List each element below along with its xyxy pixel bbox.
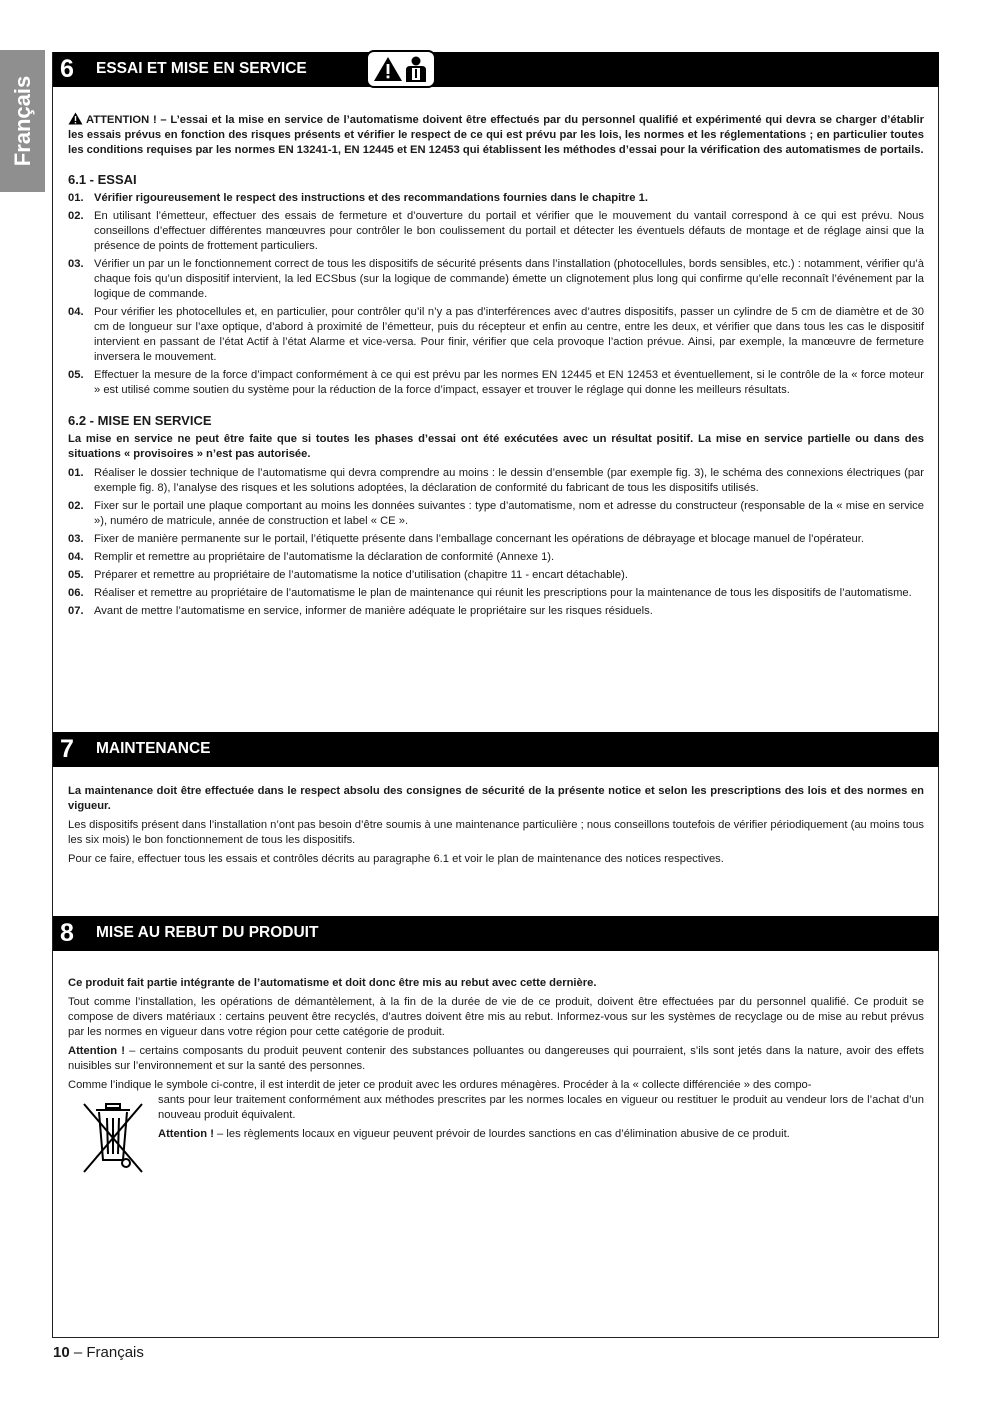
maintenance-intro: La maintenance doit être effectuée dans le respect absolu des consignes de sécurité de la présente notice et selon les prescriptions des lois et des normes en vigueur. — [68, 785, 924, 812]
list-item — [68, 604, 924, 619]
list-item — [68, 368, 924, 398]
list-item — [68, 586, 924, 601]
maintenance-paragraph: Pour ce faire, effectuer tous les essais et contrôles décrits au paragraphe 6.1 et voir le plan de maintenance des notices respectives. — [68, 853, 724, 865]
item-number: 05. — [68, 369, 84, 381]
disposal-symbol-text: Comme l’indique le symbole ci-contre, il est interdit de jeter ce produit avec les ordures ménagères. Procéder à la « collecte différenciée » des compo- — [68, 1079, 812, 1091]
item-text: Remplir et remettre au propriétaire de l’automatisme la déclaration de conformité (Annexe 1). — [94, 551, 555, 563]
item-number: 03. — [68, 258, 84, 270]
section-8-content — [68, 976, 924, 1146]
warning-paragraph — [68, 112, 924, 158]
subsection-6-1-heading: 6.1 - ESSAI — [68, 172, 137, 187]
list-item — [68, 466, 924, 496]
item-number: 02. — [68, 210, 84, 222]
item-text: Pour vérifier les photocellules et, en particulier, pour contrôler qu’il n’y a pas d’interférences avec d’autres dispositifs, passer un cylindre de 5 cm de diamètre et de 30 cm de longueur sur l’axe optique, d’abord à proximité de l’émetteur, puis du récepteur et enfin au centre, entre les deux, et vérifier que dans tous les cas le dispositif intervient en passant de l’état Actif à l’état Alarme et vice-versa. Pour finir, vérifier que cela provoque l’action prévue. Ainsi, par exemple, la manœuvre de fermeture inversera le mouvement. — [94, 306, 924, 363]
item-number: 06. — [68, 587, 84, 599]
attention-text: – certains composants du produit peuvent contenir des substances polluantes ou dangereuses qui pourraient, s’ils sont jetés dans la nature, avoir des effets nuisibles sur l’environnement et sur la santé des personnes. — [68, 1045, 924, 1072]
subsection-6-2-heading: 6.2 - MISE EN SERVICE — [68, 413, 212, 428]
list-item — [68, 532, 924, 547]
section-7-header — [53, 732, 939, 767]
crossed-out-bin-icon — [80, 1100, 146, 1176]
list-item — [68, 257, 924, 302]
footer-separator: – — [69, 1344, 87, 1361]
qualified-personnel-warning-icon — [366, 50, 436, 88]
maintenance-paragraph: Les dispositifs présent dans l’installation n’ont pas besoin d’être soumis à une maintenance particulière ; nous conseillons toutefois de vérifier périodiquement (au moins tous les six mois) le bon fonctionnement de tous les dispositifs. — [68, 819, 924, 846]
list-item — [68, 499, 924, 529]
section-title: ESSAI ET MISE EN SERVICE — [96, 60, 307, 77]
disposal-attention-2 — [158, 1127, 924, 1142]
item-number: 04. — [68, 551, 84, 563]
item-text: Préparer et remettre au propriétaire de l’automatisme la notice d’utilisation (chapitre 11 - encart détachable). — [94, 569, 628, 581]
language-tab-label: Français — [9, 75, 35, 167]
item-text: Réaliser et remettre au propriétaire de l’automatisme le plan de maintenance qui réunit les prescriptions pour la maintenance de tous les dispositifs de l’automatisme. — [94, 587, 912, 599]
item-text: Vérifier un par un le fonctionnement correct de tous les dispositifs de sécurité présents dans l’installation (photocellules, bords sensibles, etc.) : notamment, vérifier qu’à chaque fois qu’un dispositif intervient, la led ECSbus (sur la logique de commande) émette un clignotement plus long qui confirme qu’elle reconnaît l’événement par la logique de commande. — [94, 258, 924, 300]
item-number: 01. — [68, 192, 84, 204]
item-number: 04. — [68, 306, 84, 318]
item-number: 02. — [68, 500, 84, 512]
attention-text: – les règlements locaux en vigueur peuvent prévoir de lourdes sanctions en cas d’élimination abusive de ce produit. — [213, 1128, 790, 1140]
item-text: Vérifier rigoureusement le respect des instructions et des recommandations fournies dans le chapitre 1. — [94, 192, 648, 204]
section-title: MAINTENANCE — [96, 740, 211, 757]
disposal-indented-block — [68, 1093, 924, 1142]
section-6-content — [68, 112, 924, 622]
list-item — [68, 550, 924, 565]
list-item — [68, 209, 924, 254]
item-number: 03. — [68, 533, 84, 545]
attention-label: Attention ! — [158, 1128, 214, 1140]
warning-text: ATTENTION ! – L’essai et la mise en service de l’automatisme doivent être effectués par du personnel qualifié et expérimenté qui devra se charger d’établir les essais prévus en fonction des risques présents et vérifier le respect de ce qui est prévu par les lois, les normes et les réglementations ; en particulier toutes les conditions requises par les normes EN 13241-1, EN 12445 et EN 12453 qui établissent les méthodes d’essai pour la vérification des automatismes de portails. — [68, 114, 924, 156]
item-number: 01. — [68, 467, 84, 479]
disposal-attention — [68, 1044, 924, 1074]
disposal-paragraph: Tout comme l’installation, les opérations de démantèlement, à la fin de la durée de vie de ce produit, doivent être effectuées par du personnel qualifié. Ce produit se compose de divers matériaux : certains peuvent être recyclés, d’autres doivent être mis au rebut. Informez-vous sur les systèmes de recyclage ou de mise au rebut prévus par les normes en vigueur dans votre région pour cette catégorie de produit. — [68, 996, 924, 1038]
item-text: Avant de mettre l’automatisme en service, informer de manière adéquate le propriétaire sur les risques résiduels. — [94, 605, 653, 617]
item-text: Fixer sur le portail une plaque comportant au moins les données suivantes : type d’automatisme, nom et adresse du constructeur (responsable de la « mise en service »), numéro de matricule, année de construction et label « CE ». — [94, 500, 924, 527]
item-text: Réaliser le dossier technique de l’automatisme qui devra comprendre au moins : le dessin d’ensemble (par exemple fig. 3), le schéma des connexions électriques (par exemple fig. 8), l’analyse des risques et les solutions adoptées, la déclaration de conformité du fabricant de tous les dispositifs utilisés. — [94, 467, 924, 494]
footer-language: Français — [86, 1344, 144, 1361]
list-item — [68, 568, 924, 583]
section-number: 6 — [60, 55, 74, 83]
warning-icon — [68, 112, 83, 125]
item-text: En utilisant l’émetteur, effectuer des essais de fermeture et d’ouverture du portail et vérifier que le mouvement du vantail correspond à ce qui est prévu. Nous conseillons d’effectuer différentes manœuvres pour contrôler le bon coulissement du portail et détecter les éventuels défauts de montage et de réglage ainsi que la présence de points de frottement particuliers. — [94, 210, 924, 252]
disposal-symbol-text-cont: sants pour leur traitement conformément aux méthodes prescrites par les normes locales en vigueur ou restituer le produit au vendeur lors de l’achat d’un nouveau produit équivalent. — [158, 1094, 924, 1121]
commissioning-steps-list — [68, 466, 924, 619]
page-footer — [53, 1344, 144, 1361]
attention-label: Attention ! — [68, 1045, 125, 1057]
commissioning-intro: La mise en service ne peut être faite que si toutes les phases d’essai ont été exécutées avec un résultat positif. La mise en service partielle ou dans des situations « provisoires » n’est pas autorisée. — [68, 433, 924, 460]
section-number: 7 — [60, 735, 74, 763]
item-number: 07. — [68, 605, 84, 617]
section-6-header — [53, 52, 939, 87]
item-text: Effectuer la mesure de la force d’impact conformément à ce qui est prévu par les normes EN 12445 et EN 12453 et éventuellement, si le contrôle de la « force moteur » est utilisé comme soutien du système pour la réduction de la force d’impact, essayer et trouver le réglage qui donne les meilleurs résultats. — [94, 369, 924, 396]
test-steps-list — [68, 191, 924, 398]
page-number: 10 — [53, 1344, 70, 1361]
section-title: MISE AU REBUT DU PRODUIT — [96, 924, 319, 941]
item-text: Fixer de manière permanente sur le portail, l’étiquette présente dans l’emballage concernant les opérations de débrayage et blocage manuel de l’opérateur. — [94, 533, 864, 545]
section-number: 8 — [60, 919, 74, 947]
disposal-intro: Ce produit fait partie intégrante de l’automatisme et doit donc être mis au rebut avec cette dernière. — [68, 977, 597, 989]
item-number: 05. — [68, 569, 84, 581]
list-item — [68, 191, 924, 206]
section-7-content — [68, 784, 924, 871]
section-8-header — [53, 916, 939, 951]
list-item — [68, 305, 924, 365]
language-tab — [0, 50, 45, 192]
